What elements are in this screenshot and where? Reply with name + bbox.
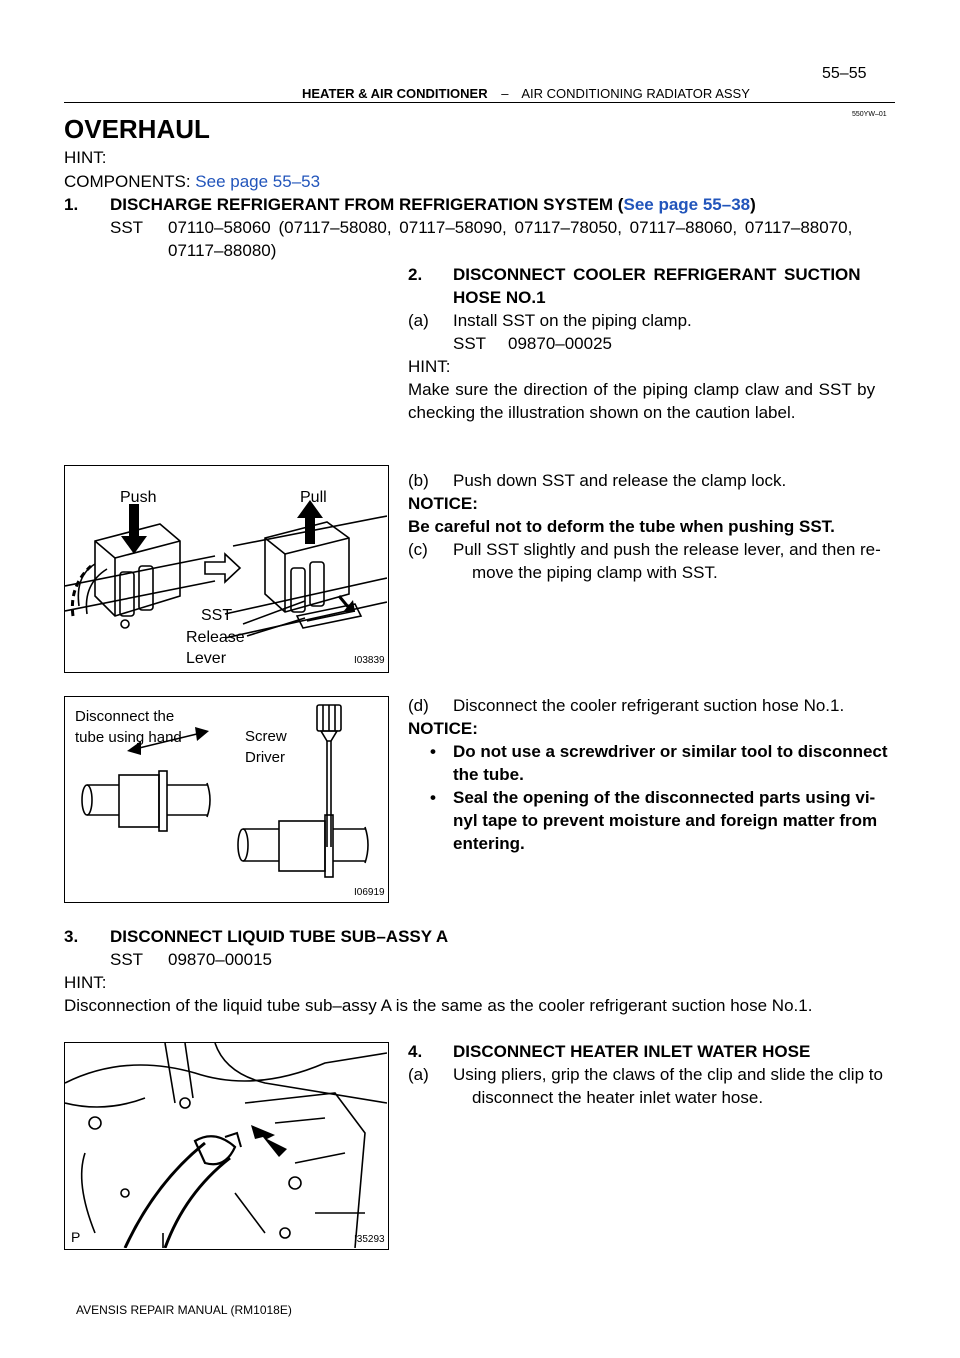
- step2d-label: (d): [408, 696, 429, 715]
- step2a-label: (a): [408, 311, 429, 330]
- step1-number: 1.: [64, 195, 79, 214]
- step2a-sst-label: SST: [453, 334, 487, 353]
- step1-sst-label: SST: [110, 218, 144, 237]
- step1-title-close: ): [750, 195, 756, 214]
- step2a-text: Install SST on the piping clamp.: [453, 311, 692, 330]
- label-release: Release: [186, 629, 245, 646]
- step1-sst-value: 07110–58060 (07117–58080, 07117–58090, 07117–78050, 07117–88060, 07117–88070,: [168, 218, 853, 237]
- page-title: OVERHAUL: [64, 114, 210, 144]
- step2-title-line2: HOSE NO.1: [453, 288, 546, 307]
- notice2-bullet1: •: [430, 742, 436, 761]
- label-disconnect-2: tube using hand: [75, 729, 182, 746]
- notice2-bullet2-line1: Seal the opening of the disconnected parts using vi-: [453, 788, 876, 807]
- step1-sst-value-cont: 07117–88080): [168, 241, 277, 260]
- step2-notice1-label: NOTICE:: [408, 494, 478, 513]
- step4a-label: (a): [408, 1065, 429, 1084]
- heater-hose-illustration: [65, 1043, 387, 1248]
- step2d-text: Disconnect the cooler refrigerant suction hose No.1.: [453, 696, 845, 715]
- notice2-bullet1-line2: the tube.: [453, 765, 524, 784]
- step2c-label: (c): [408, 540, 428, 559]
- footer-manual: AVENSIS REPAIR MANUAL (RM1018E): [76, 1303, 292, 1317]
- step4a-line1: Using pliers, grip the claws of the clip and slide the clip to: [453, 1065, 883, 1084]
- label-disconnect-1: Disconnect the: [75, 708, 175, 725]
- label-sst: SST: [201, 607, 233, 624]
- step1-title-link[interactable]: See page 55–38: [623, 195, 751, 214]
- step2c-line2: move the piping clamp with SST.: [472, 563, 718, 582]
- intro-hint-label: HINT:: [64, 148, 107, 167]
- step2b-label: (b): [408, 471, 429, 490]
- components-line: [64, 172, 320, 192]
- step1-title-text: DISCHARGE REFRIGERANT FROM REFRIGERATION SYSTEM (: [110, 195, 624, 214]
- step2-hint-line1: Make sure the direction of the piping clamp claw and SST by: [408, 380, 876, 399]
- label-p-mark: P: [71, 1229, 81, 1245]
- figure-piping-clamp: [64, 465, 389, 673]
- step2-notice1-text: Be careful not to deform the tube when pushing SST.: [408, 517, 835, 536]
- label-lever: Lever: [186, 650, 227, 667]
- step1-title: [110, 195, 756, 215]
- label-screw: Screw: [245, 728, 287, 745]
- notice2-bullet2-line2: nyl tape to prevent moisture and foreign matter from: [453, 811, 878, 830]
- figure-heater-hose: [64, 1042, 389, 1250]
- step2-notice2-label: NOTICE:: [408, 719, 478, 738]
- running-header: [302, 86, 750, 102]
- step3-sst-label: SST: [110, 950, 144, 969]
- step2-title-line1: DISCONNECT COOLER REFRIGERANT SUCTION: [453, 265, 861, 284]
- step2-hint-line2: checking the illustration shown on the caution label.: [408, 403, 796, 422]
- notice2-bullet1-line1: Do not use a screwdriver or similar tool to disconnect: [453, 742, 888, 761]
- label-push: Push: [120, 489, 157, 506]
- notice2-bullet2: •: [430, 788, 436, 807]
- doc-code: 550YW–01: [852, 111, 887, 118]
- step3-hint-label: HINT:: [64, 973, 107, 992]
- step3-number: 3.: [64, 927, 79, 946]
- label-driver: Driver: [245, 749, 285, 766]
- components-link[interactable]: See page 55–53: [195, 172, 321, 191]
- components-label: COMPONENTS:: [64, 172, 191, 191]
- header-section: HEATER & AIR CONDITIONER: [302, 86, 488, 101]
- step3-hint-text: Disconnection of the liquid tube sub–assy A is the same as the cooler refrigerant suction hose No.1.: [64, 996, 813, 1015]
- step4-number: 4.: [408, 1042, 423, 1061]
- step2-number: 2.: [408, 265, 423, 284]
- notice2-bullet2-line3: entering.: [453, 834, 525, 853]
- step4-title: DISCONNECT HEATER INLET WATER HOSE: [453, 1042, 811, 1061]
- step2a-sst-value: 09870–00025: [508, 334, 613, 353]
- figure3-code: I35293: [354, 1234, 385, 1245]
- step2-hint-label: HINT:: [408, 357, 451, 376]
- header-separator: –: [501, 86, 509, 101]
- step3-sst-value: 09870–00015: [168, 950, 273, 969]
- header-rule: [64, 102, 895, 103]
- label-pull: Pull: [300, 489, 327, 506]
- step4a-line2: disconnect the heater inlet water hose.: [472, 1088, 764, 1107]
- step2b-text: Push down SST and release the clamp lock.: [453, 471, 787, 490]
- figure2-code: I06919: [354, 887, 385, 898]
- step2c-line1: Pull SST slightly and push the release lever, and then re-: [453, 540, 881, 559]
- page-number: 55–55: [822, 65, 867, 82]
- figure1-code: I03839: [354, 655, 385, 666]
- step3-title: DISCONNECT LIQUID TUBE SUB–ASSY A: [110, 927, 449, 946]
- figure-disconnect-tube: [64, 696, 389, 903]
- header-subsection: AIR CONDITIONING RADIATOR ASSY: [521, 86, 750, 101]
